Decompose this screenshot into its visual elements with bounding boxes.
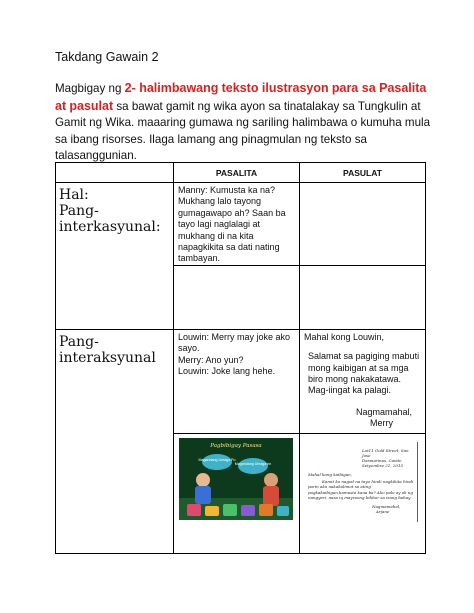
row1b-pasulat-cell bbox=[300, 265, 426, 329]
child-body-icon bbox=[195, 486, 211, 504]
bag-icon bbox=[223, 504, 237, 516]
row1-label bbox=[56, 183, 174, 330]
teacher-head-icon bbox=[264, 473, 278, 487]
bag-icon bbox=[205, 506, 219, 516]
row2-pasalita-line1: Louwin: Merry may joke ako sayo. bbox=[178, 331, 291, 354]
instr-part-rest: sa bawat gamit ng wika ayon sa tinatalakay sa Tungkulin at Gamit ng Wika. maaaring gumawa ng sariling halimbawa o kumuha mula sa ibang risorses. Ilaga lamang ang pinagmulan ng teksto sa talasanggunian. bbox=[55, 99, 431, 162]
row2-label: Pang-interaksyunal bbox=[56, 329, 174, 553]
letter-margin-line bbox=[417, 442, 418, 522]
illustration-title: Pagbibigay Pasasa bbox=[210, 443, 262, 449]
letter-address-1: Lot11 Gold Street, San Jose bbox=[362, 448, 409, 458]
row2-pasalita-line2: Merry: Ano yun? bbox=[178, 354, 244, 365]
letter-signature: Merry bbox=[370, 418, 393, 429]
child-head-icon bbox=[196, 473, 210, 487]
instr-highlight-pasalita: para sa Pasalita at bbox=[55, 81, 427, 113]
row1-pasulat-cell bbox=[300, 183, 426, 266]
letter-image bbox=[300, 440, 420, 524]
greeting-illustration bbox=[179, 438, 293, 520]
bag-icon bbox=[259, 504, 273, 516]
letter-body: Salamat sa pagiging mabuti mong kaibigan at sa mga biro mong nakakatawa. Mag-iingat ka palagi. bbox=[308, 351, 420, 396]
row2-pasulat-cell bbox=[300, 329, 426, 433]
instr-highlight-pasulat: pasulat bbox=[69, 98, 114, 113]
letter-date: Setyembre 21, 2015 bbox=[362, 463, 404, 468]
letter-image-greeting: Mahal kong kaibigan, bbox=[308, 472, 352, 477]
bag-icon bbox=[241, 505, 255, 516]
teacher-body-icon bbox=[263, 486, 279, 506]
instr-highlight-count: 2- halimbawang bbox=[124, 81, 219, 95]
instructions-paragraph bbox=[55, 80, 435, 165]
row1-pasalita-cell: Manny: Kumusta ka na? Mukhang lalo tayong gumagawapo ah? Saan ba tayo lagi naglalagi at mukhang di na kita napagkikita sa dati nating tambayan. bbox=[174, 183, 300, 266]
letter-closing: Nagmamahal, bbox=[356, 406, 413, 417]
letter-image-closing: Nagmamahal, bbox=[372, 504, 401, 510]
letter-address-2: Dasmarinas, Cavite bbox=[362, 458, 402, 463]
speech-bubble-left bbox=[202, 454, 232, 470]
bubble-left-text: Magandang Umaga Po bbox=[198, 458, 236, 462]
header-empty bbox=[56, 163, 174, 183]
assignment-title: Takdang Gawain 2 bbox=[55, 50, 159, 64]
bag-icon bbox=[277, 506, 289, 516]
table-row bbox=[56, 183, 426, 266]
greeting-illustration-art bbox=[179, 438, 293, 520]
row2-pasalita-line3: Louwin: Joke lang hehe. bbox=[178, 366, 276, 377]
row1b-pasalita-cell bbox=[174, 265, 300, 329]
bag-icon bbox=[187, 504, 201, 516]
row1-label-hal: Hal: bbox=[59, 187, 89, 203]
instr-part-1: Magbigay ng bbox=[55, 82, 122, 95]
letter-image-name: Arjane bbox=[376, 509, 390, 515]
header-pasalita: PASALITA bbox=[174, 163, 300, 183]
table-header-row bbox=[56, 163, 426, 183]
row1-label-type: Pang-interkasyunal: bbox=[59, 203, 161, 235]
speech-bubble-right bbox=[238, 458, 268, 474]
header-pasulat: PASULAT bbox=[300, 163, 426, 183]
letter-image-body: Kamit ko nagod na tayo hindi nagkikita hindi parin ako nakakalimot sa ating pagkakaibigan,kamusta kana ba? Ako palo ay ok ng nangyari, nasa iq mayroong bihbor sa isang bahay. bbox=[308, 479, 414, 500]
bubble-right-text: Magandang Umaga rin bbox=[234, 462, 272, 466]
instr-highlight-text: teksto ilustrasyon bbox=[221, 81, 329, 95]
table-row bbox=[56, 329, 426, 433]
letter-greeting: Mahal kong Louwin, bbox=[304, 331, 385, 342]
row2-pasalita-cell bbox=[174, 329, 300, 433]
